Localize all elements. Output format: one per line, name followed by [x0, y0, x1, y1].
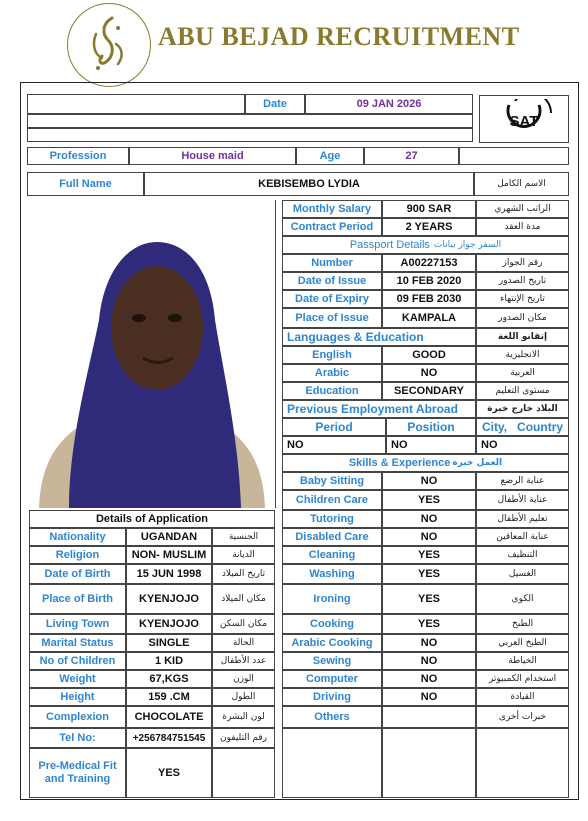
- english-arabic: الانجليزية: [476, 346, 569, 364]
- employment-period-value: NO: [282, 436, 386, 454]
- application-label: Living Town: [29, 614, 126, 634]
- sat-logo-text: SAT: [509, 113, 539, 130]
- application-arabic: مكان الميلاد: [212, 584, 275, 614]
- skill-arabic: عناية الرضع: [476, 472, 569, 490]
- skill-arabic: خبرات أخرى: [476, 706, 569, 728]
- issue-place-arabic: مكان الصدور: [476, 308, 569, 328]
- application-value: 15 JUN 1998: [126, 564, 212, 584]
- skill-value: NO: [382, 528, 476, 546]
- salary-arabic: الراتب الشهري: [476, 200, 569, 218]
- contract-arabic: مدة العقد: [476, 218, 569, 236]
- application-value: YES: [126, 748, 212, 798]
- application-label: Marital Status: [29, 634, 126, 652]
- education-value: SECONDARY: [382, 382, 476, 400]
- age-blank: [459, 147, 569, 165]
- profession-label: Profession: [27, 147, 129, 165]
- contract-label: Contract Period: [282, 218, 382, 236]
- company-name: ABU BEJAD RECRUITMENT: [158, 22, 520, 51]
- expiry-date-arabic: تاريخ الإنتهاء: [476, 290, 569, 308]
- application-label: Weight: [29, 670, 126, 688]
- issue-place-label: Place of Issue: [282, 308, 382, 328]
- blank-cell: [382, 728, 476, 798]
- skill-arabic: الطبخ: [476, 614, 569, 634]
- application-label: Complexion: [29, 706, 126, 728]
- salary-label: Monthly Salary: [282, 200, 382, 218]
- passport-title: Passport Details: [349, 239, 430, 251]
- application-arabic: الحالة: [212, 634, 275, 652]
- applicant-photo: [29, 200, 276, 508]
- issue-date-value: 10 FEB 2020: [382, 272, 476, 290]
- application-value: NON- MUSLIM: [126, 546, 212, 564]
- application-value: KYENJOJO: [126, 584, 212, 614]
- calligraphy-logo-icon: [68, 4, 150, 86]
- skill-label: Cooking: [282, 614, 382, 634]
- skills-title: Skills & Experience: [348, 457, 451, 469]
- application-arabic: الطول: [212, 688, 275, 706]
- skill-arabic: التنظيف: [476, 546, 569, 564]
- fullname-value: KEBISEMBO LYDIA: [144, 172, 474, 196]
- skill-arabic: الخياطة: [476, 652, 569, 670]
- skill-arabic: عناية المعاقين: [476, 528, 569, 546]
- blank-row: [27, 128, 473, 142]
- skill-label: Disabled Care: [282, 528, 382, 546]
- employment-title-arabic: البلاد خارج خبرة: [476, 400, 569, 418]
- application-value: 67,KGS: [126, 670, 212, 688]
- skill-label: Children Care: [282, 490, 382, 510]
- skill-value: YES: [382, 490, 476, 510]
- passport-number-value: A00227153: [382, 254, 476, 272]
- skill-value: [382, 706, 476, 728]
- application-arabic: تاريخ الميلاد: [212, 564, 275, 584]
- languages-title: Languages & Education: [282, 328, 476, 346]
- fullname-arabic: الاسم الكامل: [474, 172, 569, 196]
- passport-title-arabic: السفر جواز بيانات: [433, 240, 502, 250]
- application-arabic: الجنسية: [212, 528, 275, 546]
- profession-value: House maid: [129, 147, 296, 165]
- age-value: 27: [364, 147, 459, 165]
- passport-section-header: [282, 236, 569, 254]
- arabic-label: Arabic: [282, 364, 382, 382]
- skill-label: Others: [282, 706, 382, 728]
- arabic-arabic: العربية: [476, 364, 569, 382]
- age-label: Age: [296, 147, 364, 165]
- issue-place-value: KAMPALA: [382, 308, 476, 328]
- skill-label: Tutoring: [282, 510, 382, 528]
- arabic-value: NO: [382, 364, 476, 382]
- date-value: 09 JAN 2026: [305, 94, 473, 114]
- skill-label: Computer: [282, 670, 382, 688]
- skill-value: NO: [382, 688, 476, 706]
- education-arabic: مستوى التعليم: [476, 382, 569, 400]
- skill-label: Arabic Cooking: [282, 634, 382, 652]
- application-label: Religion: [29, 546, 126, 564]
- skill-arabic: عناية الأطفال: [476, 490, 569, 510]
- skill-value: NO: [382, 510, 476, 528]
- passport-number-label: Number: [282, 254, 382, 272]
- application-arabic: مكان السكن: [212, 614, 275, 634]
- application-value: SINGLE: [126, 634, 212, 652]
- sat-logo: [479, 95, 569, 143]
- expiry-date-label: Date of Expiry: [282, 290, 382, 308]
- blank-cell: [476, 728, 569, 798]
- salary-value: 900 SAR: [382, 200, 476, 218]
- applicant-portrait-icon: [29, 200, 275, 508]
- issue-date-label: Date of Issue: [282, 272, 382, 290]
- passport-number-arabic: رقم الجواز: [476, 254, 569, 272]
- application-value: 159 .CM: [126, 688, 212, 706]
- skills-section-header: [282, 454, 569, 472]
- employment-period-header: Period: [282, 418, 386, 436]
- application-value: UGANDAN: [126, 528, 212, 546]
- application-label: No of Children: [29, 652, 126, 670]
- application-label: Place of Birth: [29, 584, 126, 614]
- blank-row: [27, 114, 473, 128]
- skill-label: Ironing: [282, 584, 382, 614]
- application-label: Tel No:: [29, 728, 126, 748]
- employment-position-header: Position: [386, 418, 476, 436]
- application-label: Date of Birth: [29, 564, 126, 584]
- skill-arabic: القيادة: [476, 688, 569, 706]
- application-value: KYENJOJO: [126, 614, 212, 634]
- blank-cell: [282, 728, 382, 798]
- application-arabic: لون البشرة: [212, 706, 275, 728]
- skill-label: Cleaning: [282, 546, 382, 564]
- contract-value: 2 YEARS: [382, 218, 476, 236]
- skill-value: YES: [382, 564, 476, 584]
- skill-arabic: الغسيل: [476, 564, 569, 584]
- skill-arabic: الطبخ العربي: [476, 634, 569, 652]
- application-label: Pre-Medical Fit and Training: [29, 748, 126, 798]
- fullname-label: Full Name: [27, 172, 144, 196]
- application-value: CHOCOLATE: [126, 706, 212, 728]
- application-label: Nationality: [29, 528, 126, 546]
- issue-date-arabic: تاريخ الصدور: [476, 272, 569, 290]
- employment-title: Previous Employment Abroad: [282, 400, 476, 418]
- employment-position-value: NO: [386, 436, 476, 454]
- skill-value: NO: [382, 634, 476, 652]
- skill-value: NO: [382, 472, 476, 490]
- expiry-date-value: 09 FEB 2030: [382, 290, 476, 308]
- skill-value: NO: [382, 652, 476, 670]
- application-arabic: الديانة: [212, 546, 275, 564]
- education-label: Education: [282, 382, 382, 400]
- skill-label: Sewing: [282, 652, 382, 670]
- application-arabic: عدد الأطفال: [212, 652, 275, 670]
- date-spacer: [27, 94, 245, 114]
- skill-arabic: تعليم الأطفال: [476, 510, 569, 528]
- english-value: GOOD: [382, 346, 476, 364]
- application-title: Details of Application: [29, 510, 275, 528]
- application-arabic: رقم التليفون: [212, 728, 275, 748]
- skill-label: Driving: [282, 688, 382, 706]
- employment-location-value: NO: [476, 436, 569, 454]
- skill-arabic: استخدام الكمبيوتر: [476, 670, 569, 688]
- skills-title-arabic: العمل خبرة: [452, 458, 503, 468]
- sat-logo-icon: [489, 99, 559, 139]
- skill-label: Washing: [282, 564, 382, 584]
- application-value: +256784751545: [126, 728, 212, 748]
- application-value: 1 KID: [126, 652, 212, 670]
- skill-value: YES: [382, 546, 476, 564]
- company-logo: [67, 3, 151, 87]
- application-label: Height: [29, 688, 126, 706]
- english-label: English: [282, 346, 382, 364]
- skill-label: Baby Sitting: [282, 472, 382, 490]
- skill-value: NO: [382, 670, 476, 688]
- skill-value: YES: [382, 614, 476, 634]
- employment-location-header: City, Country: [476, 418, 569, 436]
- application-arabic: الوزن: [212, 670, 275, 688]
- date-label: Date: [245, 94, 305, 114]
- skill-arabic: الكوي: [476, 584, 569, 614]
- languages-title-arabic: إتقانو اللغة: [476, 328, 569, 346]
- skill-value: YES: [382, 584, 476, 614]
- application-arabic: [212, 748, 275, 798]
